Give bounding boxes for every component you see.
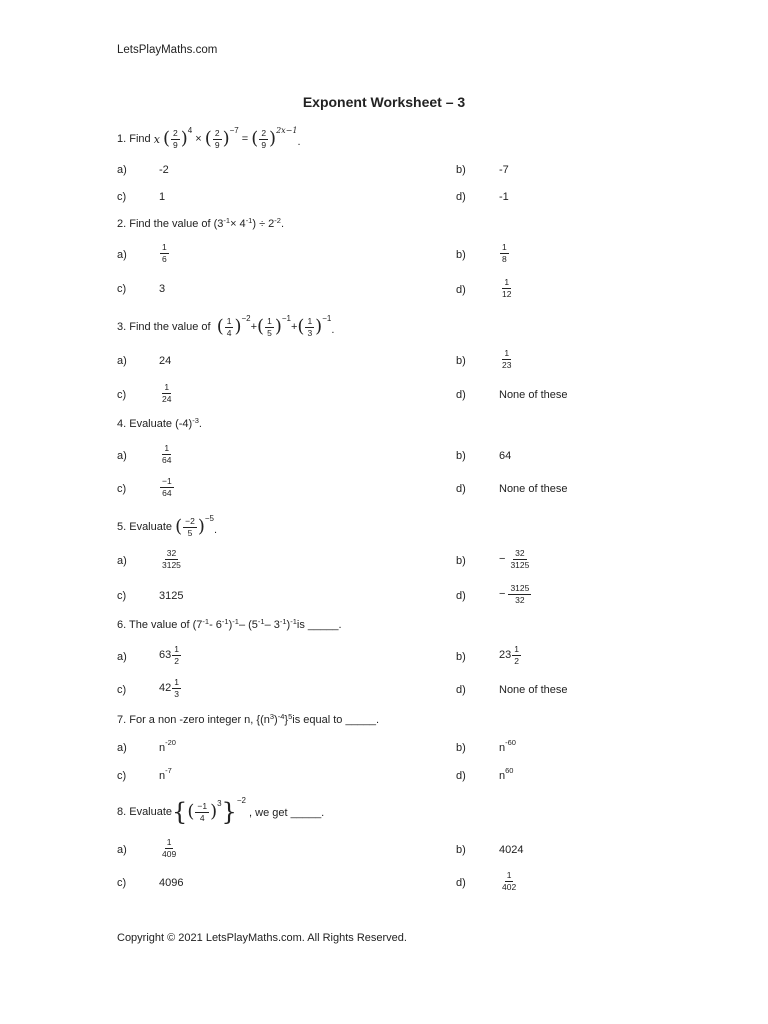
q1-option-c: 1 <box>159 191 166 203</box>
question-8: 8. Evaluate { ( $\frac{-1}{4}$ ) 3 } −2 , we get _____. <box>117 795 325 826</box>
q8-option-c: 4096 <box>159 877 184 889</box>
q1-var: x <box>153 132 160 146</box>
site-name: LetsPlayMaths.com <box>117 44 218 56</box>
q2-option-a: $\frac{1}{6}$ <box>162 242 167 264</box>
q7-option-b: $n^{-60}$ <box>499 738 516 754</box>
q3-label-c: c) <box>117 389 127 401</box>
q2-label-b: b) <box>456 249 466 261</box>
q1-option-b: -7 <box>499 164 509 176</box>
q8-label-a: a) <box>117 844 127 856</box>
q8-label-d: d) <box>456 877 466 889</box>
q6-label-b: b) <box>456 651 466 663</box>
question-7: 7. For a non -zero integer n, {(n $^3$ ) $^{-4}$ } $^5$ is equal to _____. <box>117 711 380 726</box>
q3-option-a: 24 <box>159 355 172 367</box>
q4-label-d: d) <box>456 483 466 495</box>
q6-option-d: None of these <box>499 684 568 696</box>
q6-label-c: c) <box>117 684 127 696</box>
q1-label-c: c) <box>117 191 127 203</box>
q1-exp-2: −7 <box>229 125 239 135</box>
question-6: 6. The value of (7 $^{-1}$ - 6 $^{-1}$ ) $^{-1}$ – (5 $^{-1}$ – 3 $^{-1}$ ) $^{-1}$ is _____. <box>117 616 342 631</box>
q8-option-b: 4024 <box>499 844 524 856</box>
q5-option-b: − $\frac{32}{3125}$ <box>499 548 530 570</box>
q4-label-c: c) <box>117 483 127 495</box>
q1-exp-3: 2x−1 <box>276 125 298 135</box>
q4-option-c: $\frac{-1}{64}$ <box>162 476 172 498</box>
q4-label-a: a) <box>117 450 127 462</box>
q4-option-b: 64 <box>499 450 512 462</box>
q1-option-d: -1 <box>499 191 509 203</box>
q1-option-a: -2 <box>159 164 169 176</box>
question-3: 3. Find the value of ( $\frac{1}{4}$ ) −2 + ( $\frac{1}{5}$ ) −1 + ( $\frac{1}{3}$ ) −1 . <box>117 313 335 338</box>
q3-option-d: None of these <box>499 389 568 401</box>
q6-option-c: 42 $\frac{1}{3}$ <box>159 677 179 699</box>
q1-exp-1: 4 <box>187 125 193 135</box>
q1-label-b: b) <box>456 164 466 176</box>
q2-option-b: $\frac{1}{8}$ <box>502 242 507 264</box>
q1-times: × <box>195 133 202 145</box>
q6-label-a: a) <box>117 651 127 663</box>
q6-option-a: 63 $\frac{1}{2}$ <box>159 644 179 666</box>
q3-label-b: b) <box>456 355 466 367</box>
q3-option-c: $\frac{1}{24}$ <box>162 382 172 404</box>
q2-label-c: c) <box>117 283 127 295</box>
q5-option-a: $\frac{32}{3125}$ <box>162 548 181 570</box>
worksheet-title: Exponent Worksheet – 3 <box>302 94 466 110</box>
q7-label-a: a) <box>117 742 127 754</box>
q5-option-d: − $\frac{3125}{32}$ <box>499 583 530 605</box>
q2-option-d: $\frac{1}{12}$ <box>502 277 512 299</box>
q1-label-d: d) <box>456 191 466 203</box>
q5-option-c: 3125 <box>159 590 184 602</box>
q3-label-d: d) <box>456 389 466 401</box>
q7-label-c: c) <box>117 770 127 782</box>
copyright-footer: Copyright © 2021 LetsPlayMaths.com. All Rights Reserved. <box>117 932 407 944</box>
q4-label-b: b) <box>456 450 466 462</box>
q1-equals: = <box>241 133 249 145</box>
q2-label-a: a) <box>117 249 127 261</box>
question-1: 1. Find x ( $\frac{2}{9}$ ) 4 × ( $\frac{2}{9}$ ) −7 = ( $\frac{2}{9}$ ) 2x−1 . <box>117 125 301 150</box>
q8-label-c: c) <box>117 877 127 889</box>
question-4: 4. Evaluate (-4) $^{-3}$ . <box>117 415 202 430</box>
question-2: 2. Find the value of (3 $^{-1}$ × 4 $^{-1}$ ) ÷ 2 $^{-2}$ . <box>117 215 285 230</box>
q1-label-a: a) <box>117 164 127 176</box>
q7-option-a: $n^{-20}$ <box>159 738 176 754</box>
q6-option-b: 23 $\frac{1}{2}$ <box>499 644 519 666</box>
q3-option-b: $\frac{1}{23}$ <box>502 348 512 370</box>
q8-option-a: $\frac{1}{409}$ <box>162 837 177 859</box>
q5-label-c: c) <box>117 590 127 602</box>
q2-option-c: 3 <box>159 283 166 295</box>
q5-label-a: a) <box>117 555 127 567</box>
q7-option-d: $n^{60}$ <box>499 766 514 782</box>
q1-base-2: $\frac{2}{9}$ <box>214 128 220 150</box>
q2-label-d: d) <box>456 284 466 296</box>
q3-label-a: a) <box>117 355 127 367</box>
question-5: 5. Evaluate ( $\frac{-2}{5}$ ) −5 . <box>117 513 218 538</box>
q1-base-1: $\frac{2}{9}$ <box>173 128 178 150</box>
q1-text: 1. Find <box>117 133 151 145</box>
q7-label-b: b) <box>456 742 466 754</box>
q5-label-b: b) <box>456 555 466 567</box>
q8-label-b: b) <box>456 844 466 856</box>
q5-label-d: d) <box>456 590 466 602</box>
q8-option-d: $\frac{1}{402}$ <box>502 870 517 892</box>
q7-label-d: d) <box>456 770 466 782</box>
q6-label-d: d) <box>456 684 466 696</box>
q1-base-3: $\frac{2}{9}$ <box>261 128 267 150</box>
q4-option-d: None of these <box>499 483 568 495</box>
q7-option-c: $n^{-7}$ <box>159 766 172 782</box>
q4-option-a: $\frac{1}{64}$ <box>162 443 172 465</box>
